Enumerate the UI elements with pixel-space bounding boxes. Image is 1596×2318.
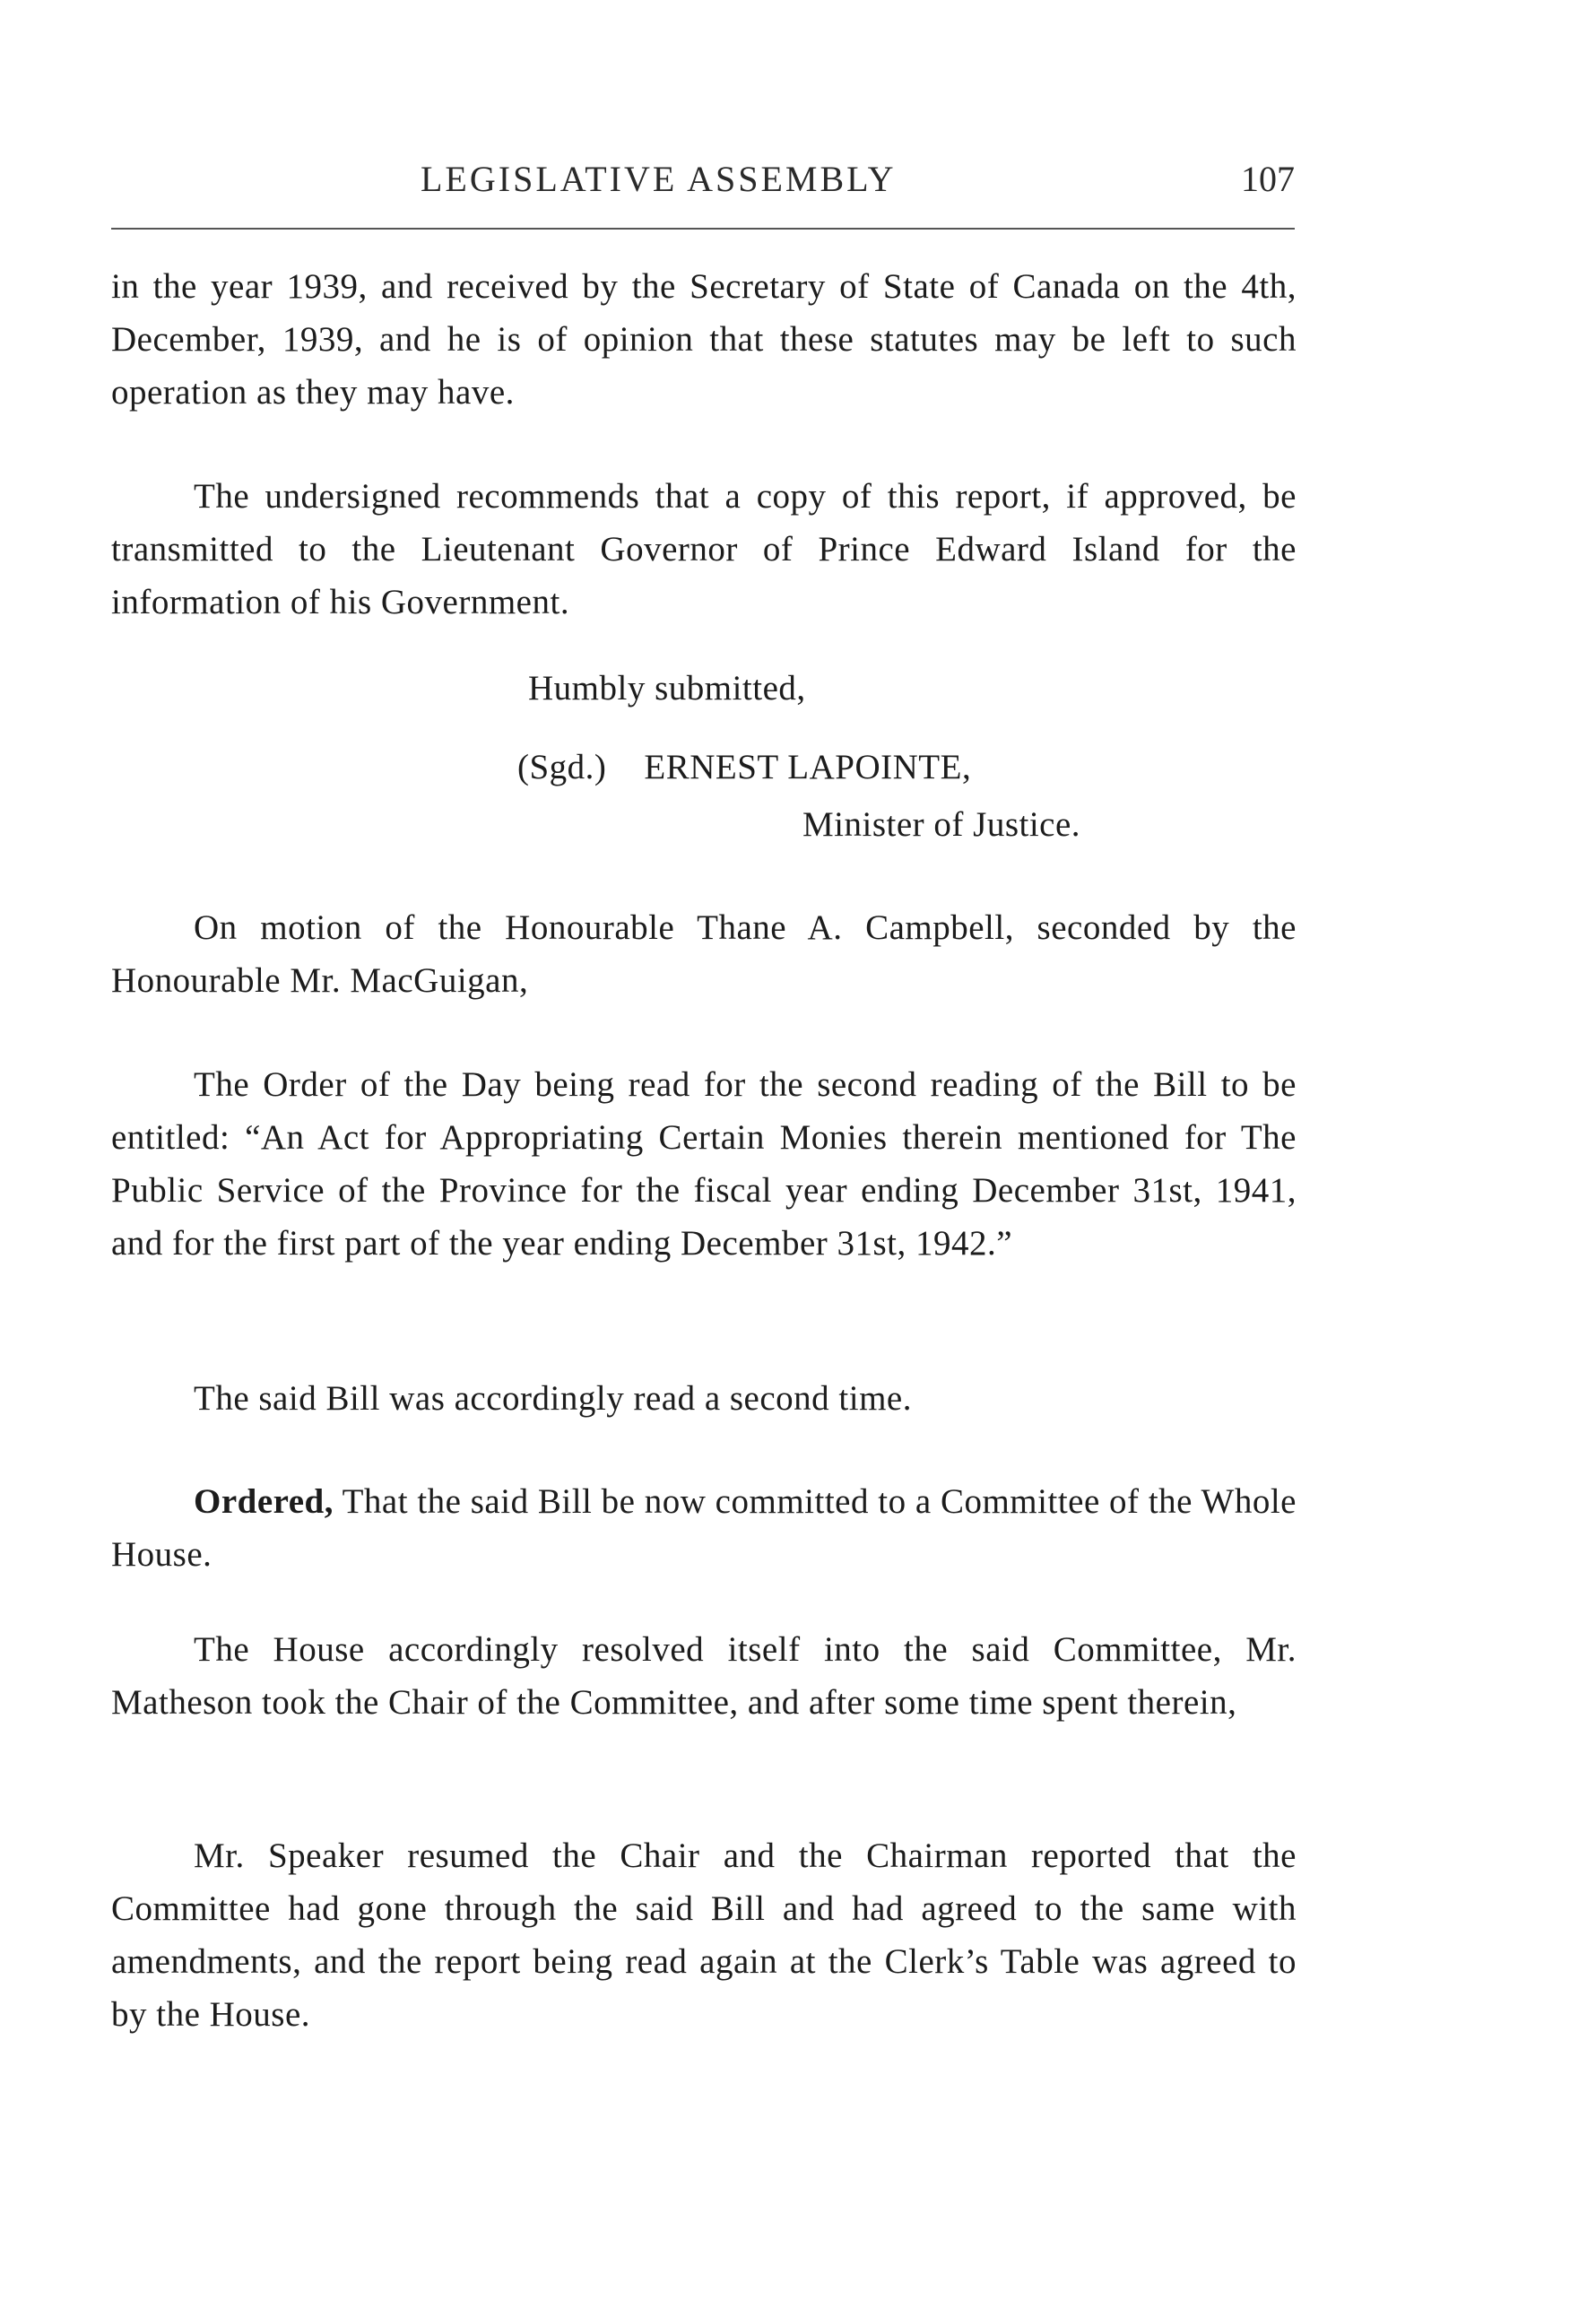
- page-number: 107: [1241, 159, 1295, 199]
- running-title: LEGISLATIVE ASSEMBLY: [421, 159, 897, 199]
- paragraph-statutes-continuation: in the year 1939, and received by the Secretary of State of Canada on the 4th, December, 1939, and he is of opinion that these statutes may be left to such operation as they may have.: [111, 267, 1297, 412]
- paragraph-speaker-report: Mr. Speaker resumed the Chair and the Chairman reported that the Committee had gone through the said Bill and had agreed to the same with amendments, and the report being read again at the Clerk’s Table was agreed to by the House.: [111, 1836, 1297, 2034]
- signature-block: [517, 741, 971, 794]
- header-rule: [111, 228, 1295, 230]
- paragraph-committee: The House accordingly resolved itself into the said Committee, Mr. Matheson took the Chair of the Committee, and after some time spent therein,: [111, 1630, 1297, 1722]
- paragraph-ordered: [111, 1475, 1297, 1581]
- paragraph-order-of-day: The Order of the Day being read for the second reading of the Bill to be entitled: “An Act for Appropriating Certain Monies therein mentioned for The Public Service of the Province for the fiscal year ending December 31st, 1941, and for the first part of the year ending December 31st, 1942.”: [111, 1065, 1297, 1263]
- ordered-lead: Ordered,: [194, 1482, 334, 1521]
- signature-closing: Humbly submitted,: [528, 669, 806, 708]
- paragraph-second-reading: The said Bill was accordingly read a second time.: [194, 1379, 912, 1418]
- signature-name: ERNEST LAPOINTE,: [644, 748, 972, 786]
- paragraph-recommendation: The undersigned recommends that a copy of this report, if approved, be transmitted to the Lieutenant Governor of Prince Edward Island for the information of his Government.: [111, 477, 1297, 621]
- ordered-text: That the said Bill be now committed to a Committee of the Whole House.: [111, 1482, 1297, 1574]
- running-head: [111, 158, 1295, 212]
- signature-title: Minister of Justice.: [802, 805, 1081, 844]
- paragraph-motion: On motion of the Honourable Thane A. Campbell, seconded by the Honourable Mr. MacGuigan,: [111, 908, 1297, 1000]
- signature-sgd-label: (Sgd.): [517, 748, 607, 786]
